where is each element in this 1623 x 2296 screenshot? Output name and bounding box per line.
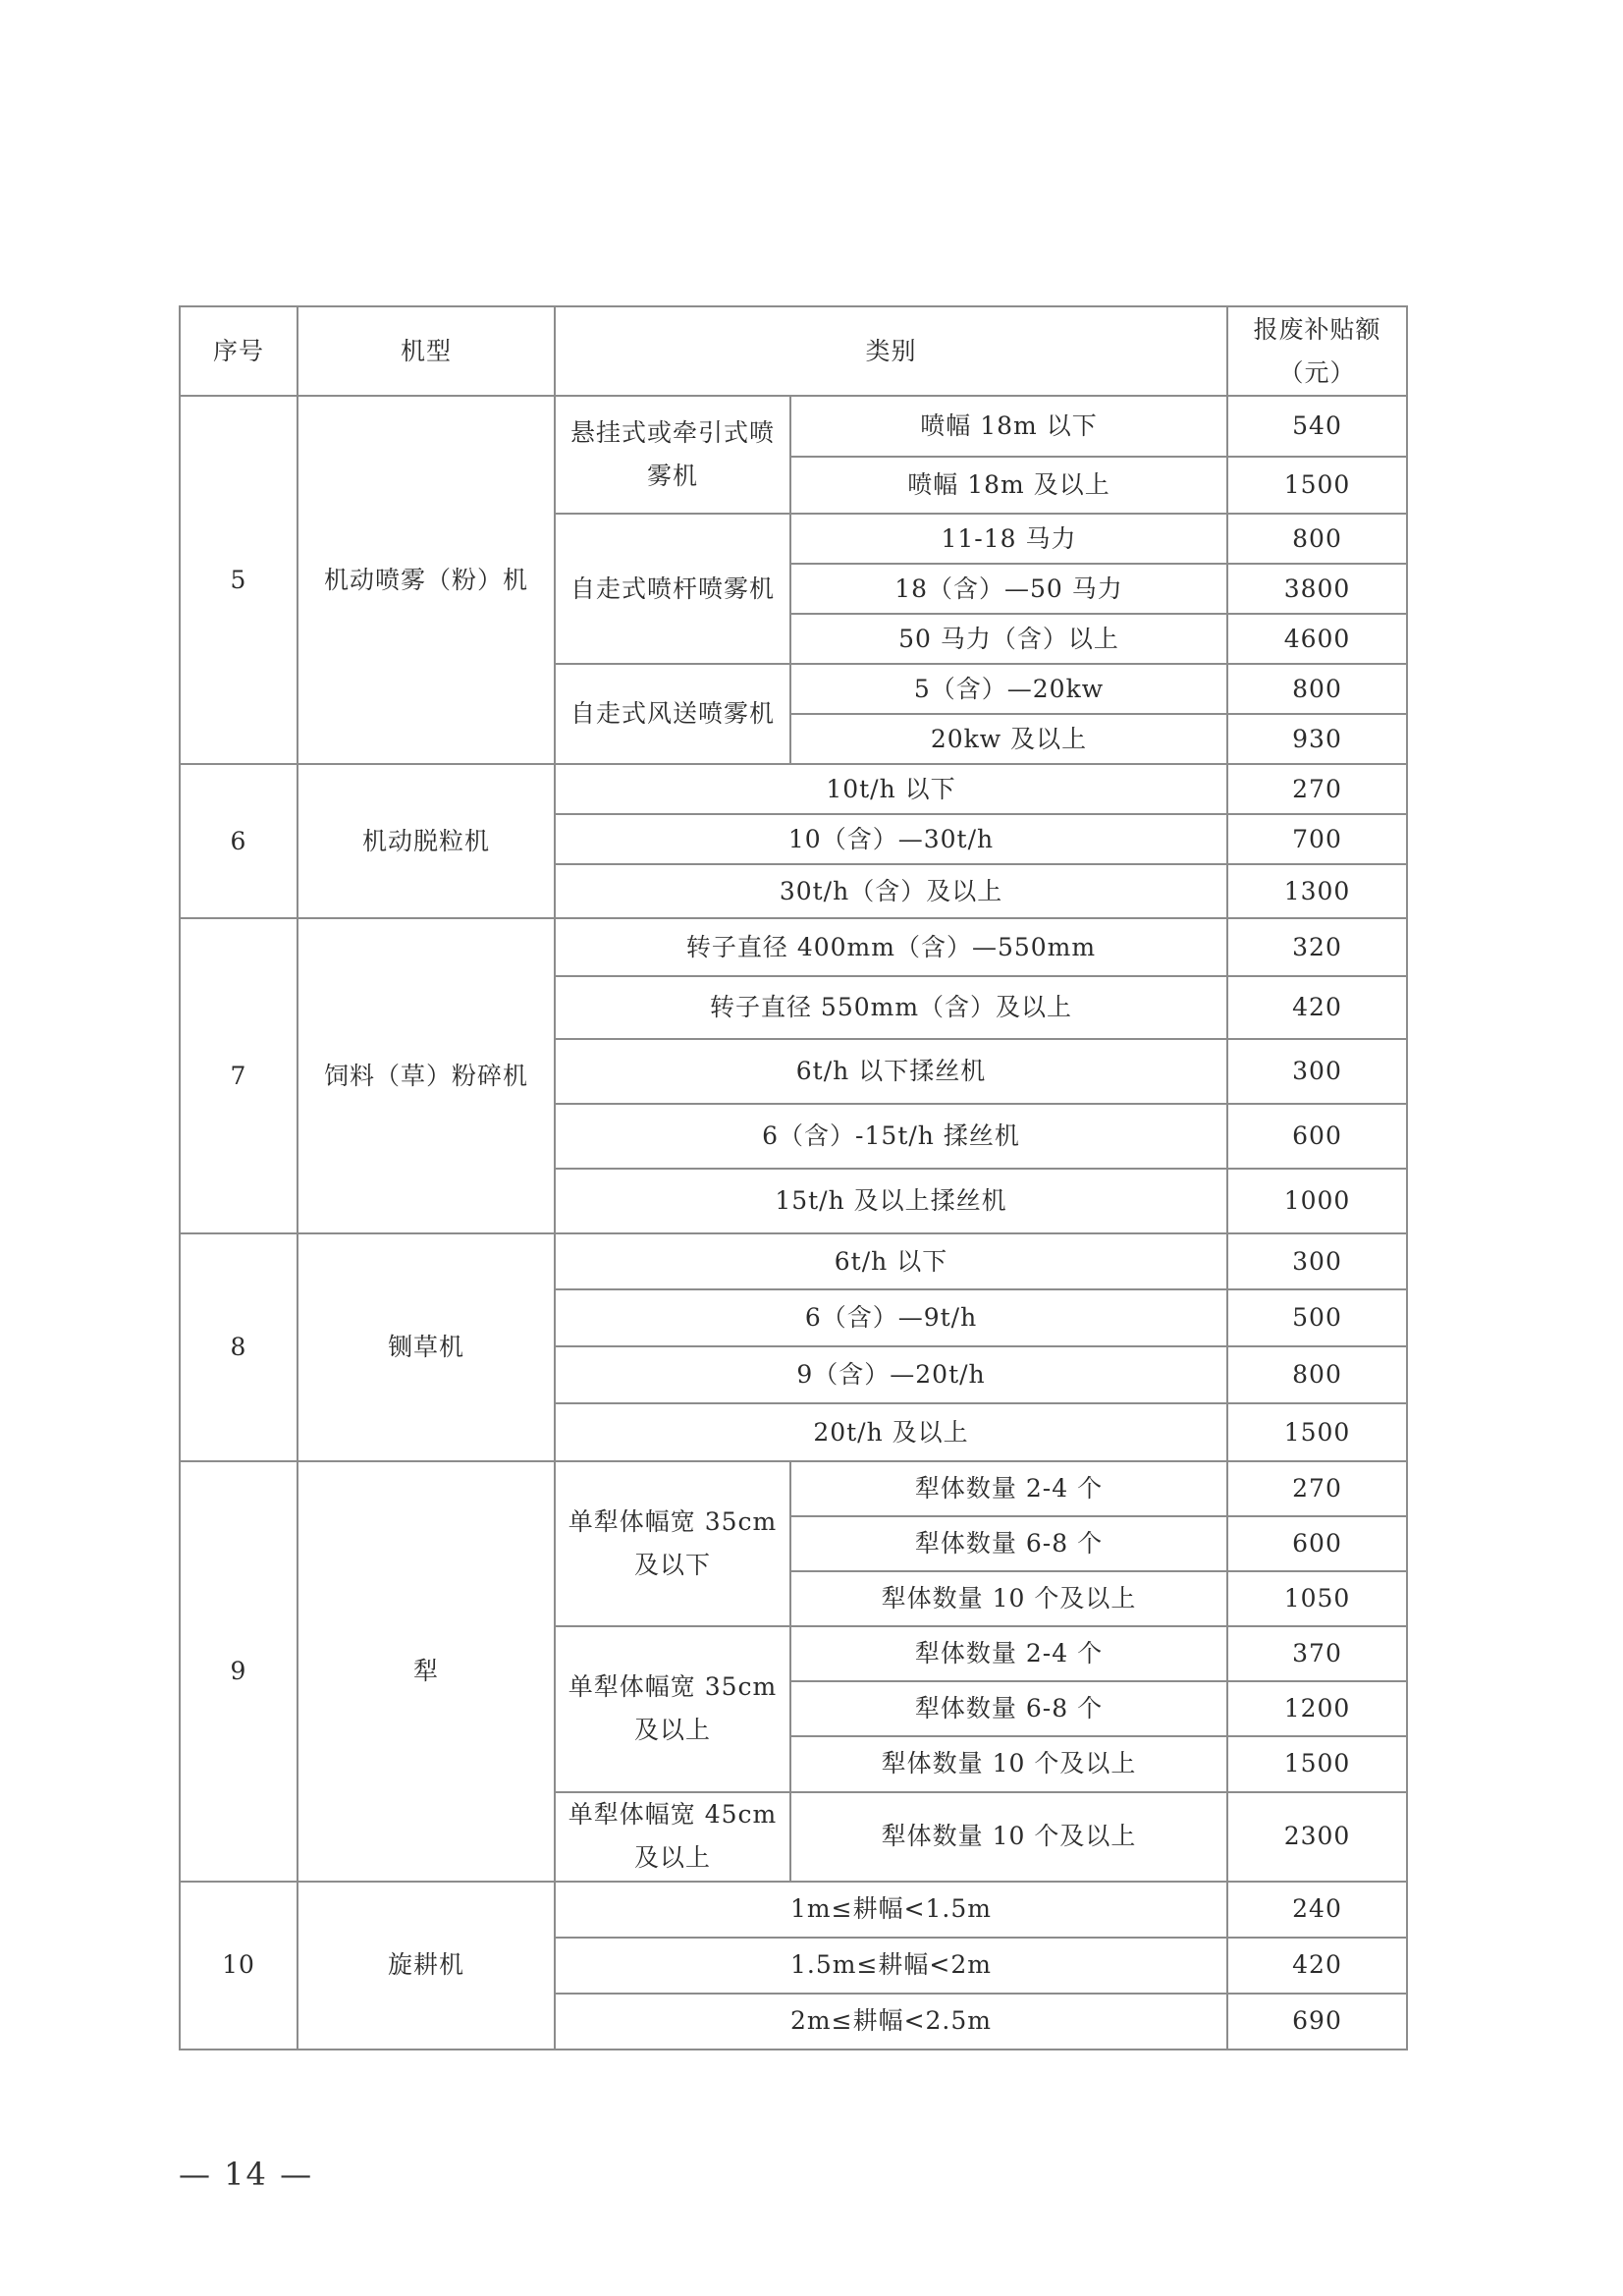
spec-cell: 15t/h 及以上揉丝机 (555, 1169, 1227, 1233)
subsidy-value: 370 (1227, 1626, 1407, 1681)
machine-type: 旋耕机 (298, 1882, 555, 2050)
machine-type: 机动脱粒机 (298, 764, 555, 918)
subsidy-value: 2300 (1227, 1792, 1407, 1882)
header-model: 机型 (298, 306, 555, 396)
subsidy-value: 690 (1227, 1994, 1407, 2050)
subcategory-label: 单犁体幅宽 45cm 及以上 (555, 1792, 790, 1882)
subsidy-table (179, 305, 1408, 2050)
spec-cell: 18（含）—50 马力 (790, 564, 1227, 614)
group-number: 7 (180, 918, 298, 1233)
group-number: 9 (180, 1461, 298, 1882)
subsidy-value: 700 (1227, 814, 1407, 864)
subsidy-value: 1000 (1227, 1169, 1407, 1233)
spec-cell: 犁体数量 6-8 个 (790, 1681, 1227, 1736)
spec-cell: 10（含）—30t/h (555, 814, 1227, 864)
spec-cell: 犁体数量 10 个及以上 (790, 1571, 1227, 1626)
subsidy-value: 930 (1227, 714, 1407, 764)
subsidy-value: 1500 (1227, 457, 1407, 514)
spec-cell: 6（含）-15t/h 揉丝机 (555, 1104, 1227, 1169)
spec-cell: 犁体数量 2-4 个 (790, 1626, 1227, 1681)
subsidy-value: 600 (1227, 1516, 1407, 1571)
machine-type: 铡草机 (298, 1233, 555, 1460)
spec-cell: 9（含）—20t/h (555, 1346, 1227, 1403)
spec-cell: 6t/h 以下 (555, 1233, 1227, 1289)
table-row (180, 1233, 1407, 1289)
spec-cell: 30t/h（含）及以上 (555, 864, 1227, 918)
subsidy-value: 420 (1227, 976, 1407, 1039)
subsidy-value: 300 (1227, 1233, 1407, 1289)
subsidy-value: 800 (1227, 1346, 1407, 1403)
subsidy-value: 540 (1227, 396, 1407, 457)
subsidy-value: 270 (1227, 764, 1407, 814)
subsidy-value: 4600 (1227, 614, 1407, 664)
header-no: 序号 (180, 306, 298, 396)
table-row (180, 1882, 1407, 1938)
header-row (180, 306, 1407, 396)
spec-cell: 20kw 及以上 (790, 714, 1227, 764)
table-row (180, 764, 1407, 814)
table-row (180, 396, 1407, 457)
spec-cell: 喷幅 18m 及以上 (790, 457, 1227, 514)
subsidy-value: 1200 (1227, 1681, 1407, 1736)
spec-cell: 犁体数量 2-4 个 (790, 1461, 1227, 1516)
header-category: 类别 (555, 306, 1227, 396)
subcategory-label: 自走式喷杆喷雾机 (555, 514, 790, 664)
spec-cell: 1m≤耕幅<1.5m (555, 1882, 1227, 1938)
page-number: — 14 — (179, 2156, 314, 2193)
group-number: 6 (180, 764, 298, 918)
spec-cell: 1.5m≤耕幅<2m (555, 1938, 1227, 1994)
spec-cell: 犁体数量 10 个及以上 (790, 1736, 1227, 1792)
subsidy-value: 600 (1227, 1104, 1407, 1169)
spec-cell: 10t/h 以下 (555, 764, 1227, 814)
machine-type: 饲料（草）粉碎机 (298, 918, 555, 1233)
spec-cell: 转子直径 550mm（含）及以上 (555, 976, 1227, 1039)
group-number: 10 (180, 1882, 298, 2050)
subsidy-value: 800 (1227, 514, 1407, 564)
subcategory-label: 悬挂式或牵引式喷雾机 (555, 396, 790, 514)
subsidy-value: 1500 (1227, 1736, 1407, 1792)
subsidy-value: 270 (1227, 1461, 1407, 1516)
subsidy-value: 300 (1227, 1039, 1407, 1104)
table-row (180, 1461, 1407, 1516)
subcategory-label: 单犁体幅宽 35cm 及以上 (555, 1626, 790, 1792)
table-row (180, 918, 1407, 976)
group-number: 8 (180, 1233, 298, 1460)
spec-cell: 5（含）—20kw (790, 664, 1227, 714)
subsidy-value: 1050 (1227, 1571, 1407, 1626)
group-number: 5 (180, 396, 298, 764)
spec-cell: 11-18 马力 (790, 514, 1227, 564)
spec-cell: 转子直径 400mm（含）—550mm (555, 918, 1227, 976)
spec-cell: 犁体数量 10 个及以上 (790, 1792, 1227, 1882)
spec-cell: 50 马力（含）以上 (790, 614, 1227, 664)
subsidy-value: 3800 (1227, 564, 1407, 614)
spec-cell: 犁体数量 6-8 个 (790, 1516, 1227, 1571)
spec-cell: 20t/h 及以上 (555, 1403, 1227, 1460)
subsidy-value: 800 (1227, 664, 1407, 714)
machine-type: 犁 (298, 1461, 555, 1882)
subsidy-value: 420 (1227, 1938, 1407, 1994)
spec-cell: 2m≤耕幅<2.5m (555, 1994, 1227, 2050)
machine-type: 机动喷雾（粉）机 (298, 396, 555, 764)
subsidy-value: 1300 (1227, 864, 1407, 918)
spec-cell: 6t/h 以下揉丝机 (555, 1039, 1227, 1104)
subcategory-label: 自走式风送喷雾机 (555, 664, 790, 764)
subsidy-value: 500 (1227, 1289, 1407, 1346)
subcategory-label: 单犁体幅宽 35cm 及以下 (555, 1461, 790, 1626)
spec-cell: 6（含）—9t/h (555, 1289, 1227, 1346)
subsidy-table-body (180, 306, 1407, 2050)
header-subsidy: 报废补贴额（元） (1227, 306, 1407, 396)
subsidy-value: 320 (1227, 918, 1407, 976)
spec-cell: 喷幅 18m 以下 (790, 396, 1227, 457)
subsidy-value: 1500 (1227, 1403, 1407, 1460)
subsidy-value: 240 (1227, 1882, 1407, 1938)
